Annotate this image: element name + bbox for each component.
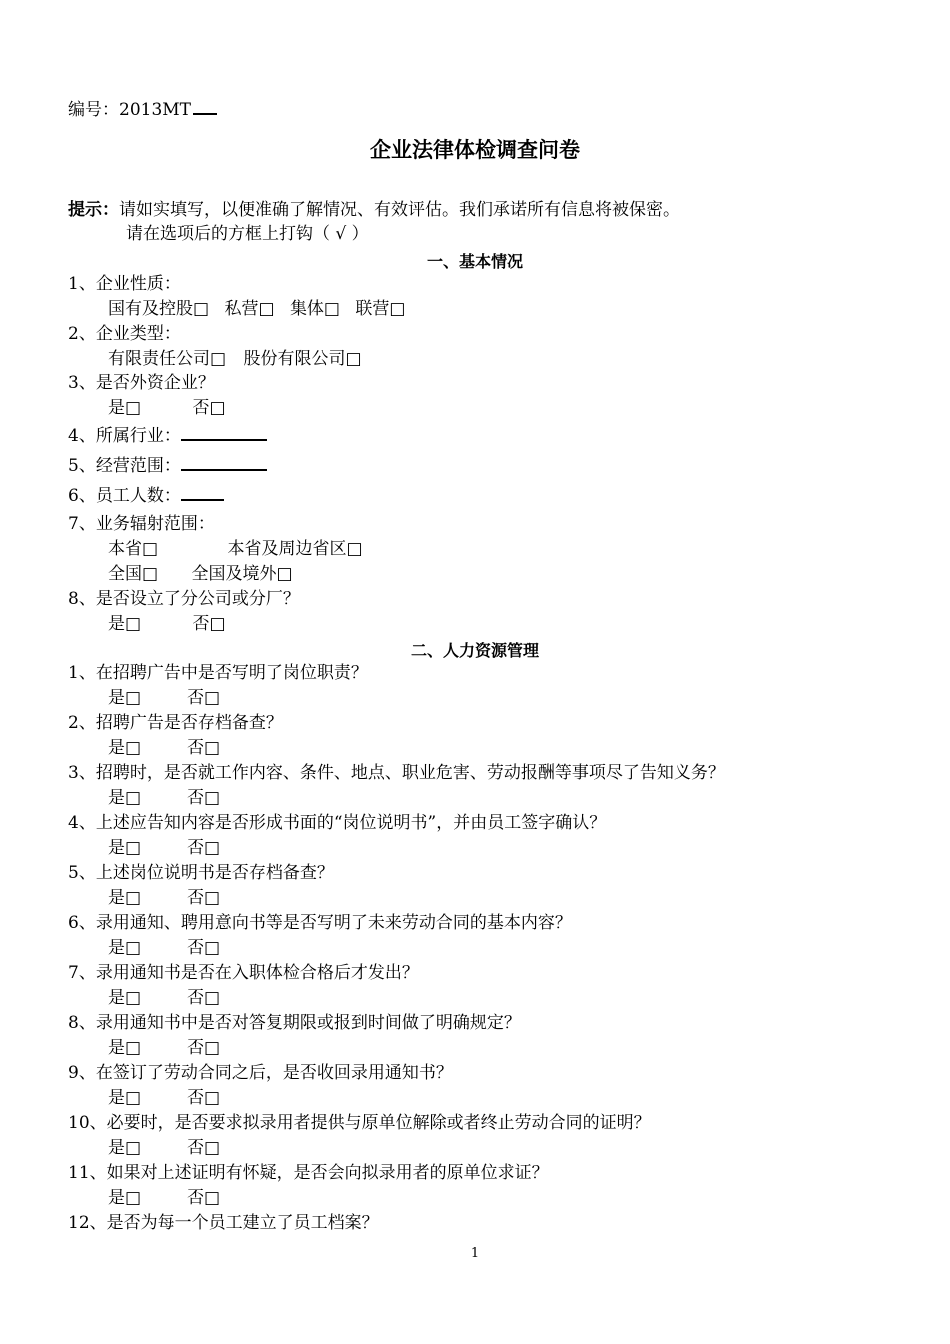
option-checkbox[interactable]: 本省□ <box>108 539 159 559</box>
no-checkbox[interactable]: 否□ <box>187 988 221 1008</box>
question-1-3: 3、是否外资企业？ <box>68 373 215 393</box>
hr-answer-options <box>108 887 220 909</box>
no-checkbox[interactable]: 否□ <box>192 614 226 634</box>
yes-checkbox[interactable]: 是□ <box>108 888 142 908</box>
yes-checkbox[interactable]: 是□ <box>108 1038 142 1058</box>
employee-count-blank[interactable] <box>181 483 224 501</box>
hr-answer-options <box>108 1187 220 1209</box>
yes-checkbox[interactable]: 是□ <box>108 838 142 858</box>
hr-answer-options <box>108 1137 220 1159</box>
question-1-4 <box>68 423 267 447</box>
hr-question: 12、是否为每一个员工建立了员工档案？ <box>68 1213 379 1233</box>
no-checkbox[interactable]: 否□ <box>187 738 221 758</box>
no-checkbox[interactable]: 否□ <box>192 398 226 418</box>
option-checkbox[interactable]: 全国及境外□ <box>191 564 293 584</box>
yes-checkbox[interactable]: 是□ <box>108 738 142 758</box>
no-checkbox[interactable]: 否□ <box>187 1088 221 1108</box>
yes-checkbox[interactable]: 是□ <box>108 788 142 808</box>
serial-label: 编号：2013MT <box>68 100 192 120</box>
question-text: 4、所属行业： <box>68 426 181 446</box>
option-checkbox[interactable]: 股份有限公司□ <box>243 349 362 369</box>
option-checkbox[interactable]: 私营□ <box>224 299 275 319</box>
question-text: 6、员工人数： <box>68 486 181 506</box>
options-1-1 <box>108 298 405 320</box>
no-checkbox[interactable]: 否□ <box>187 1188 221 1208</box>
no-checkbox[interactable]: 否□ <box>187 938 221 958</box>
hr-answer-options <box>108 837 220 859</box>
options-1-8 <box>108 613 226 635</box>
no-checkbox[interactable]: 否□ <box>187 788 221 808</box>
option-checkbox[interactable]: 集体□ <box>289 299 340 319</box>
hr-question: 8、录用通知书中是否对答复期限或报到时间做了明确规定？ <box>68 1013 521 1033</box>
hr-question: 4、上述应告知内容是否形成书面的“岗位说明书”，并由员工签字确认？ <box>68 813 607 833</box>
page-title: 企业法律体检调查问卷 <box>370 138 580 162</box>
option-checkbox[interactable]: 联营□ <box>355 299 406 319</box>
question-1-8: 8、是否设立了分公司或分厂？ <box>68 589 300 609</box>
options-1-7-b <box>108 563 293 585</box>
no-checkbox[interactable]: 否□ <box>187 1038 221 1058</box>
serial-number <box>68 99 217 121</box>
option-checkbox[interactable]: 国有及控股□ <box>108 299 210 319</box>
hr-answer-options <box>108 987 220 1009</box>
hint-line-1 <box>68 199 680 221</box>
hr-question: 2、招聘广告是否存档备查？ <box>68 713 283 733</box>
question-1-7: 7、业务辐射范围： <box>68 514 215 534</box>
hr-answer-options <box>108 787 220 809</box>
hr-question: 9、在签订了劳动合同之后，是否收回录用通知书？ <box>68 1063 453 1083</box>
question-text: 5、经营范围： <box>68 456 181 476</box>
yes-checkbox[interactable]: 是□ <box>108 398 142 418</box>
options-1-3 <box>108 397 226 419</box>
hr-question: 11、如果对上述证明有怀疑，是否会向拟录用者的原单位求证？ <box>68 1163 549 1183</box>
no-checkbox[interactable]: 否□ <box>187 888 221 908</box>
hr-question: 1、在招聘广告中是否写明了岗位职责？ <box>68 663 368 683</box>
hint-text-2: 请在选项后的方框上打钩（ √ ） <box>126 224 369 244</box>
hr-question: 3、招聘时，是否就工作内容、条件、地点、职业危害、劳动报酬等事项尽了告知义务？ <box>68 763 725 783</box>
yes-checkbox[interactable]: 是□ <box>108 938 142 958</box>
options-1-7-a <box>108 538 363 560</box>
options-1-2 <box>108 348 362 370</box>
industry-blank[interactable] <box>181 423 267 441</box>
question-1-6 <box>68 483 224 507</box>
serial-blank[interactable] <box>193 99 217 115</box>
page-number: 1 <box>470 1246 480 1261</box>
hr-question: 10、必要时，是否要求拟录用者提供与原单位解除或者终止劳动合同的证明？ <box>68 1113 651 1133</box>
business-scope-blank[interactable] <box>181 453 267 471</box>
section-heading-hr: 二、人力资源管理 <box>410 641 539 660</box>
hint-label: 提示： <box>68 200 119 220</box>
yes-checkbox[interactable]: 是□ <box>108 988 142 1008</box>
hr-answer-options <box>108 737 220 759</box>
no-checkbox[interactable]: 否□ <box>187 1138 221 1158</box>
hint-text-1: 请如实填写，以便准确了解情况、有效评估。我们承诺所有信息将被保密。 <box>119 200 680 220</box>
option-checkbox[interactable]: 全国□ <box>108 564 159 584</box>
question-1-5 <box>68 453 267 477</box>
hr-question: 7、录用通知书是否在入职体检合格后才发出？ <box>68 963 419 983</box>
hr-answer-options <box>108 1087 220 1109</box>
hr-question: 6、录用通知、聘用意向书等是否写明了未来劳动合同的基本内容？ <box>68 913 572 933</box>
no-checkbox[interactable]: 否□ <box>187 838 221 858</box>
yes-checkbox[interactable]: 是□ <box>108 1088 142 1108</box>
hr-question: 5、上述岗位说明书是否存档备查？ <box>68 863 334 883</box>
hr-answer-options <box>108 687 220 709</box>
yes-checkbox[interactable]: 是□ <box>108 688 142 708</box>
yes-checkbox[interactable]: 是□ <box>108 1188 142 1208</box>
section-heading-basic: 一、基本情况 <box>426 252 523 271</box>
hr-answer-options <box>108 1037 220 1059</box>
question-1-2: 2、企业类型： <box>68 324 181 344</box>
hr-answer-options <box>108 937 220 959</box>
question-1-1: 1、企业性质： <box>68 274 181 294</box>
yes-checkbox[interactable]: 是□ <box>108 1138 142 1158</box>
no-checkbox[interactable]: 否□ <box>187 688 221 708</box>
option-checkbox[interactable]: 有限责任公司□ <box>108 349 227 369</box>
yes-checkbox[interactable]: 是□ <box>108 614 142 634</box>
option-checkbox[interactable]: 本省及周边省区□ <box>227 539 363 559</box>
